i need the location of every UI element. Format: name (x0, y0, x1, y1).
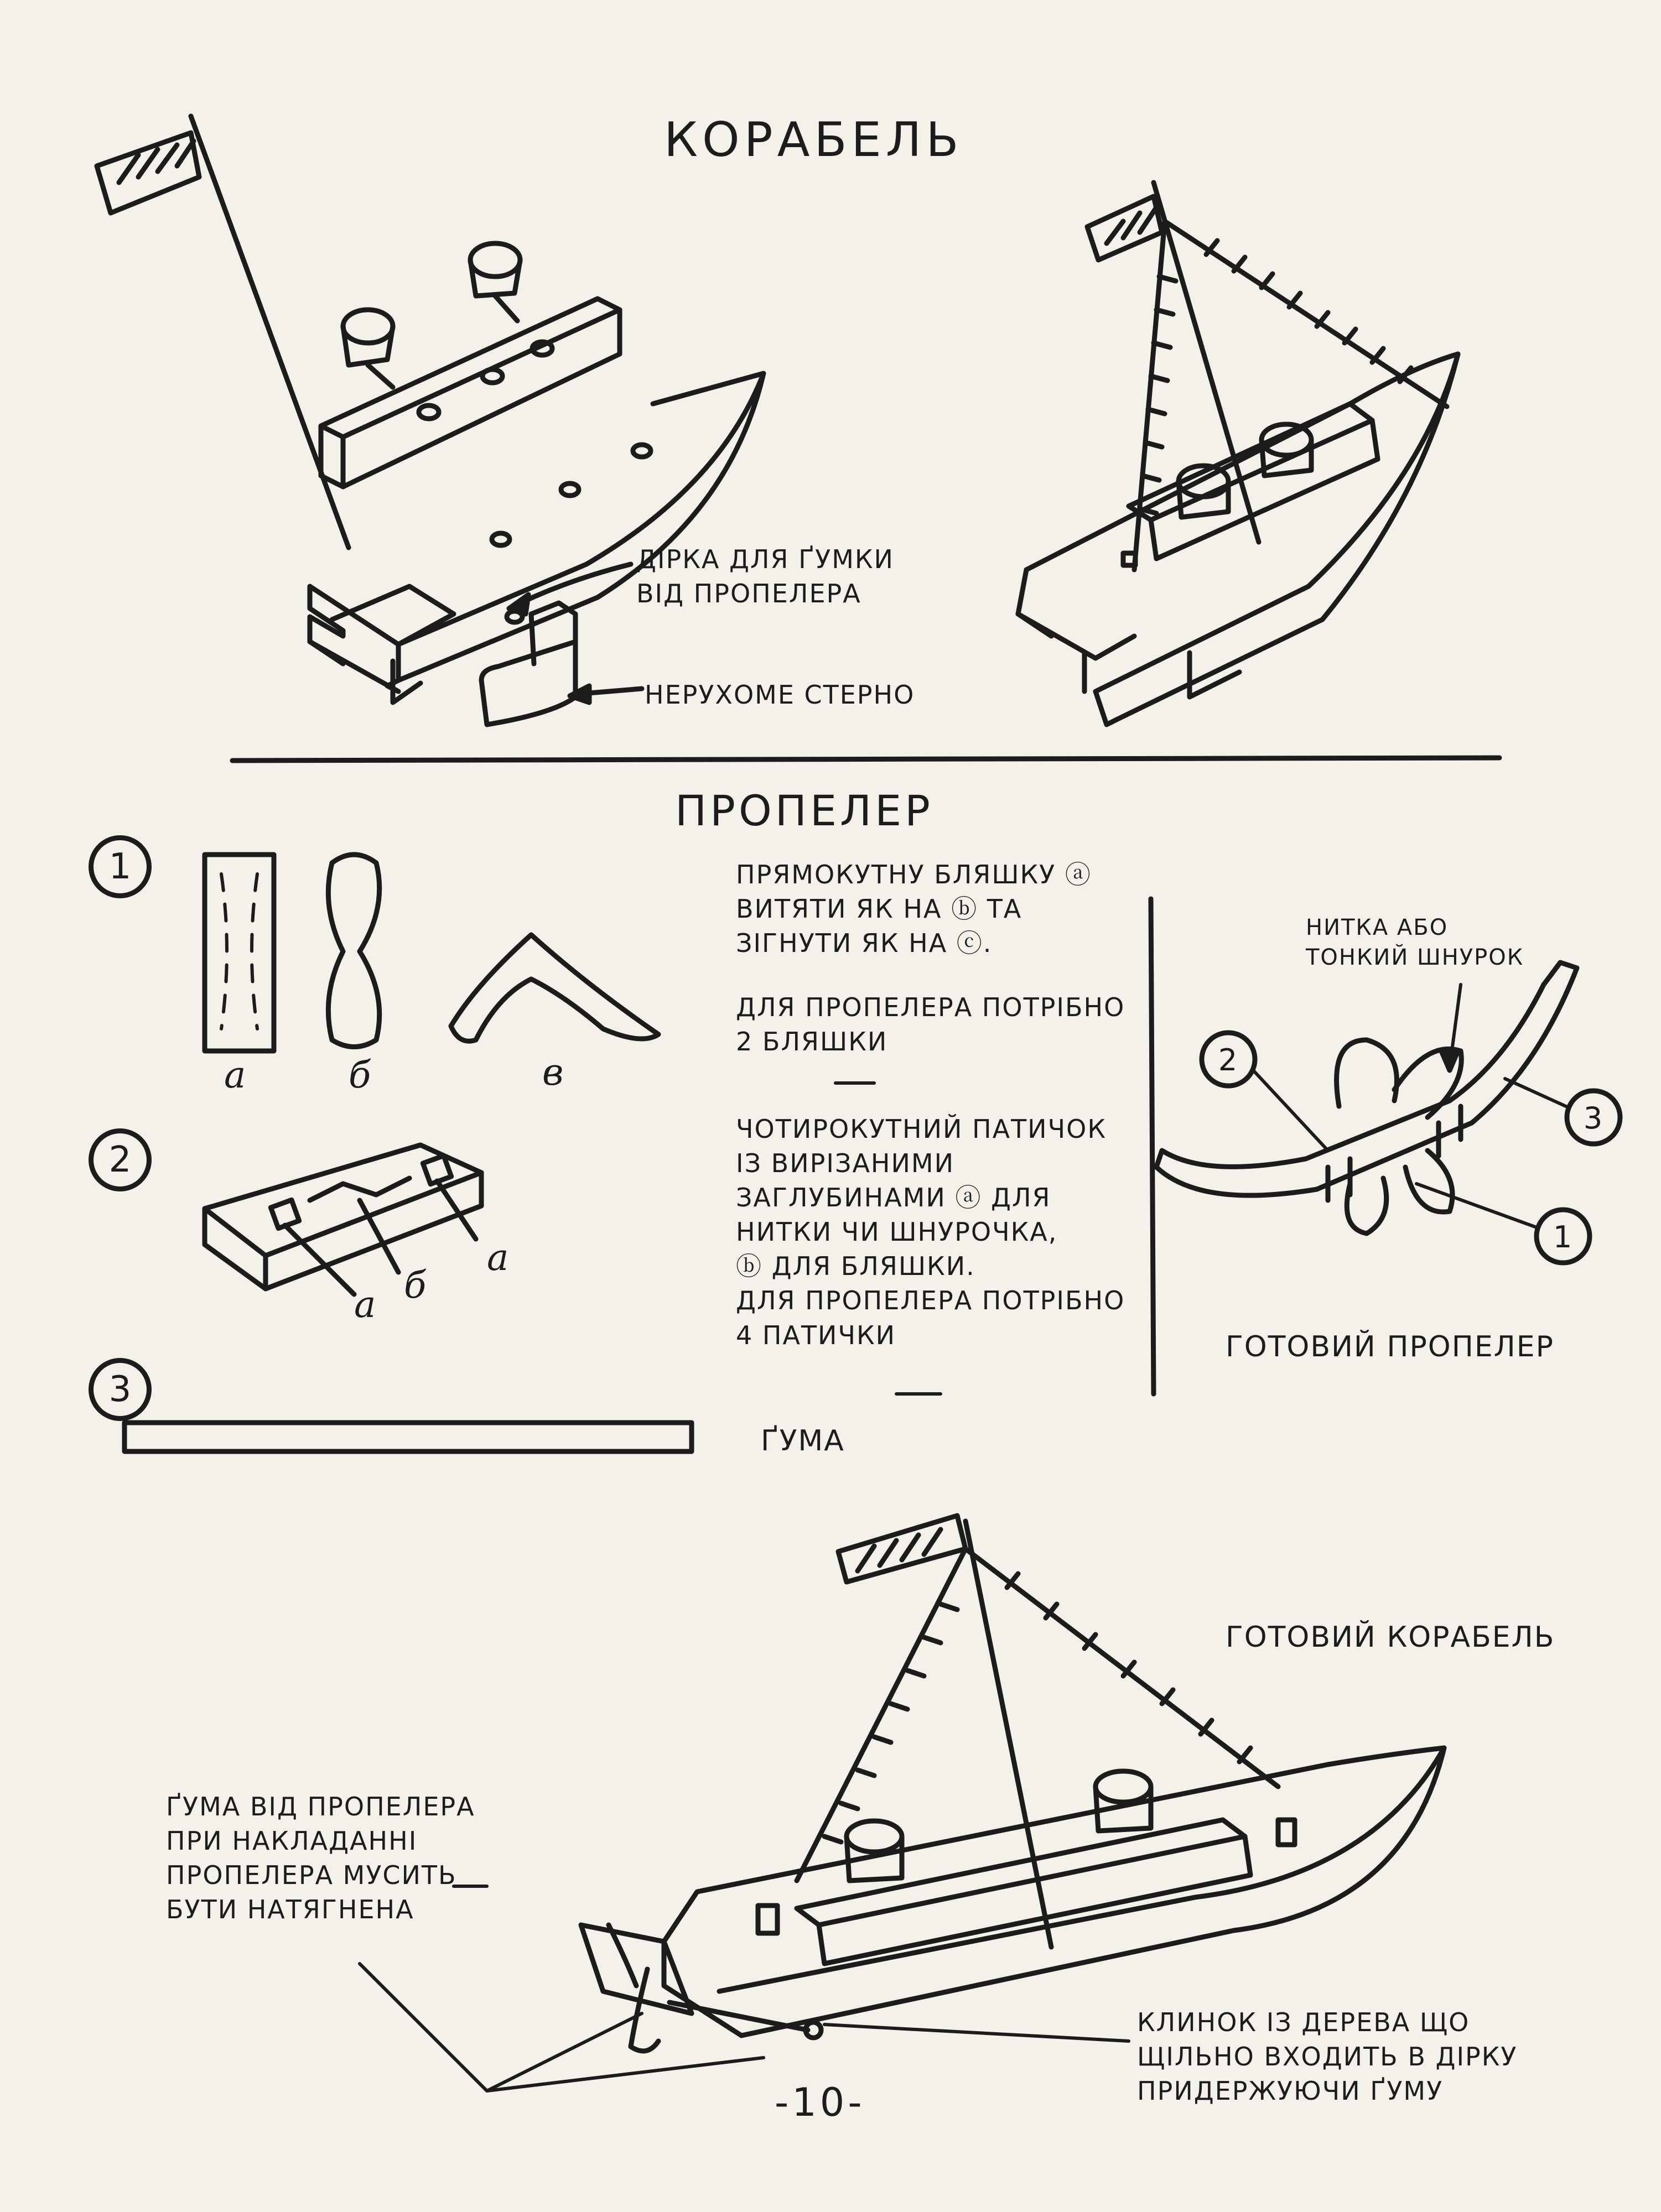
finished-propeller-number-2: 2 (1218, 1043, 1239, 1078)
rubber-tension-label: ҐУМА ВІД ПРОПЕЛЕРА ПРИ НАКЛАДАННІ ПРОПЕЛЕРА МУСИТЬ БУТИ НАТЯГНЕНА (166, 1792, 475, 1925)
step2-instructions: ЧОТИРОКУТНИЙ ПАТИЧОК ІЗ ВИРІЗАНИМИ ЗАГЛУБИНАМИ ⓐ ДЛЯ НИТКИ ЧИ ШНУРОЧКА, ⓑ ДЛЯ БЛЯШКИ. ДЛЯ ПРОПЕЛЕРА ПОТРІБНО 4 ПАТИЧКИ (736, 1114, 1125, 1350)
vertical-separator (1151, 899, 1154, 1394)
finished-propeller-caption: ГОТОВИЙ ПРОПЕЛЕР (1226, 1330, 1554, 1363)
wooden-peg-label: КЛИНОК ІЗ ДЕРЕВА ЩО ЩІЛЬНО ВХОДИТЬ В ДІРКУ ПРИДЕРЖУЮЧИ ҐУМУ (1137, 2007, 1518, 2106)
step1-letter-b: б (349, 1054, 371, 1096)
finished-ship-caption: ГОТОВИЙ КОРАБЕЛЬ (1226, 1621, 1555, 1654)
finished-propeller-number-1: 1 (1553, 1220, 1574, 1255)
step-2-number: 2 (89, 1128, 152, 1191)
step2-letter-b: б (404, 1264, 427, 1307)
assembled-ship-drawing (1018, 183, 1458, 725)
page-title: КОРАБЕЛЬ (664, 112, 963, 168)
section-divider (232, 758, 1499, 761)
rudder-label: НЕРУХОМЕ СТЕРНО (645, 680, 915, 710)
page-number: -10- (775, 2080, 865, 2125)
step3-drawings (124, 1423, 692, 1451)
thread-label: НИТКА АБО ТОНКИЙ ШНУРОК (1306, 915, 1524, 970)
step1-letter-a: а (224, 1054, 246, 1096)
step2-drawings (205, 1145, 481, 1294)
exploded-ship-drawing (97, 116, 764, 725)
hole-label: ДІРКА ДЛЯ ҐУМКИ ВІД ПРОПЕЛЕРА (636, 544, 894, 609)
step1-instructions: ПРЯМОКУТНУ БЛЯШКУ ⓐ ВИТЯТИ ЯК НА ⓑ ТА ЗІГНУТИ ЯК НА ⓒ. (736, 860, 1092, 959)
step2-letter-a2: а (487, 1236, 509, 1279)
finished-propeller-number-3: 3 (1583, 1101, 1604, 1136)
step-1-number: 1 (89, 835, 152, 898)
rubber-label: ҐУМА (761, 1424, 845, 1458)
step1-drawings (205, 855, 658, 1051)
propeller-title: ПРОПЕЛЕР (675, 786, 933, 835)
step2-letter-a: а (354, 1283, 376, 1326)
finished-ship-drawing (360, 1516, 1444, 2091)
step1-note: ДЛЯ ПРОПЕЛЕРА ПОТРІБНО 2 БЛЯШКИ (736, 992, 1125, 1057)
step1-letter-v: в (542, 1051, 564, 1094)
step-3-number: 3 (89, 1358, 152, 1421)
